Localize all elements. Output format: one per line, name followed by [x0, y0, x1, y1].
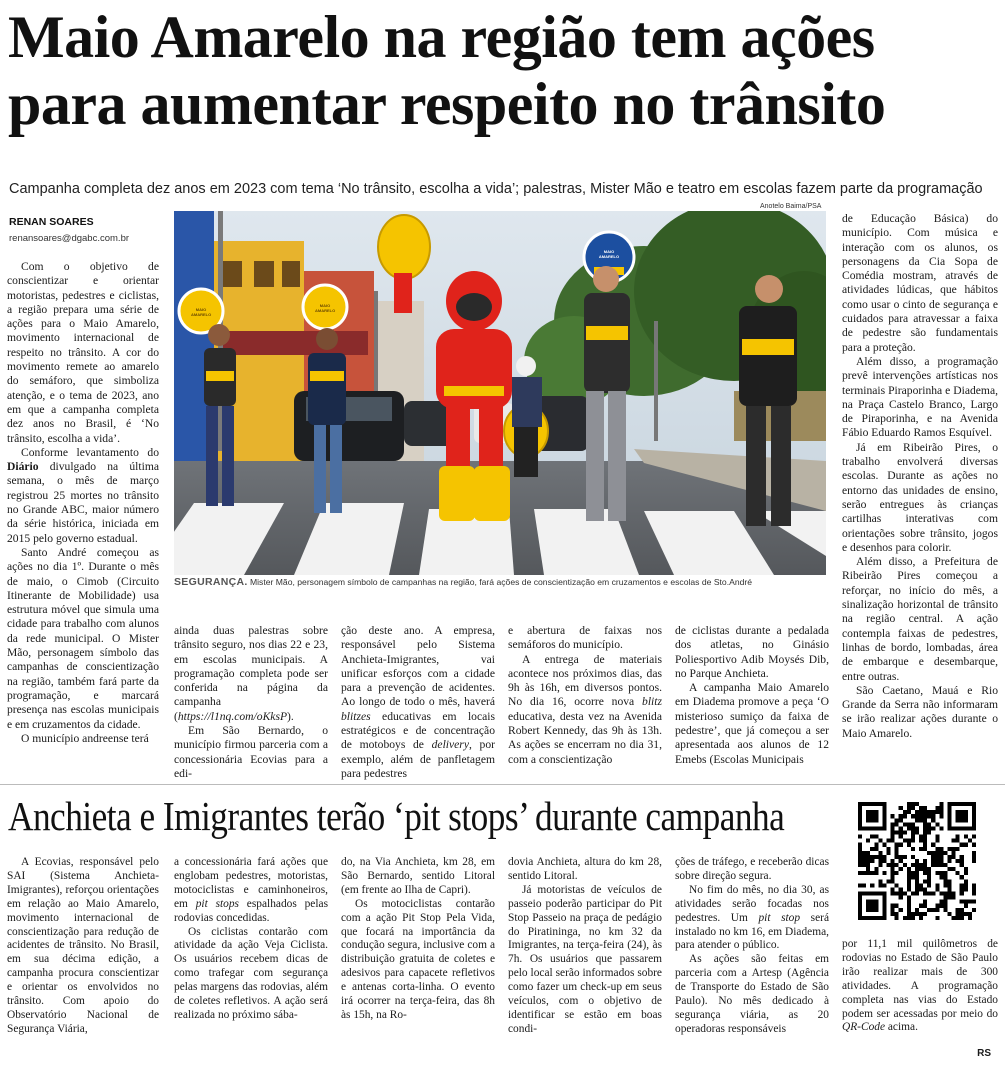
qr-code[interactable] [858, 802, 976, 920]
paragraph: ainda duas palestras sobre trânsito seguro, nos dias 22 e 23, em escolas municipais. A programação completa pode ser conferida na página da campanha (https://l1nq.com/oKksP). [174, 624, 328, 723]
article1-column-5 [675, 624, 829, 767]
paragraph: No fim do mês, no dia 30, as atividades serão focadas nos pedestres. Um pit stop será instalado no km 16, em Diadema, para atender o público. [675, 883, 829, 952]
paragraph: Os ciclistas contarão com atividade da ação Veja Ciclista. Os usuários recebem dicas de como trafegar com segurança pelas margens das rodovias, além de coletes refletivos. A ação será realizada no próximo sába- [174, 925, 328, 1021]
photo-credit: Anotelo Baima/PSA [760, 203, 822, 210]
article1-column-4 [508, 624, 662, 767]
paragraph: A campanha Maio Amarelo em Diadema promove a peça ‘O misterioso sumiço da faixa de pedestre’, que já começou a ser apresentada aos alunos de 12 Emebs (Escolas Municipais [675, 681, 829, 766]
article2-column-2 [174, 856, 328, 1023]
byline-author: RENAN SOARES [9, 216, 94, 228]
paragraph: do, na Via Anchieta, km 28, em São Bernardo, sentido Litoral (em frente ao Ilha de Capri). [341, 856, 495, 896]
article2-column-4 [508, 856, 662, 1037]
paragraph: A Ecovias, responsável pelo SAI (Sistema Anchieta-Imigrantes), reforçou orientações em relação ao Maio Amarelo, movimento internacional de conscientização para redução de acidentes de trânsito. No Brasil, em sua décima edição, a campanha procura conscientizar e orientar os envolvidos no trânsito. Com apoio do Observatório Nacional de Segurança Viária, [7, 856, 159, 1035]
byline-email: renansoares@dgabc.com.br [9, 233, 130, 244]
main-photo [174, 211, 826, 575]
headline-line-2: para aumentar respeito no trânsito [8, 71, 886, 137]
paragraph: ções de tráfego, e receberão dicas sobre direção segura. [675, 856, 829, 882]
paragraph: de Educação Básica) do município. Com música e interação com os alunos, os personagens da Cia Sopa de Comédia mostram, através de atividades lúdicas, que hábitos como usar o cinto de segurança e cuidados para atravessar a faixa de pedestre são fundamentais para a proteção. [842, 212, 998, 354]
paragraph: Santo André começou as ações no dia 1º. Durante o mês de maio, o Cimob (Circuito Itinerante de Mobilidade) usa estrutura móvel que simula uma cidade para trabalho com alunos da rede municipal. O Mister Mão, personagem símbolo das campanhas de conscientização na região, também fará parte da programação, e marcará presença nas escolas municipais e em cruzamentos da cidade. [7, 545, 159, 731]
signoff-initials: RS [977, 1048, 991, 1059]
sign-label: MAIO AMARELO [191, 307, 212, 317]
paragraph: Além disso, a Prefeitura de Ribeirão Pires começou a reforçar, no início do mês, a sinalização horizontal de trânsito na região central. A ação contempla faixas de pedestres, linhas de bordo, lombadas, área de embarque e desembarque, entre outras. [842, 555, 998, 683]
paragraph: Conforme levantamento do Diário divulgado na última semana, o mês de março registrou 25 mortes no trânsito no Grande ABC, maior número da série histórica, iniciada em 2015 pelo governo estadual. [7, 445, 159, 545]
paragraph: Além disso, a programação prevê intervenções artísticas nos terminais Piraporinha e Diadema, na Praça Castelo Branco, Largo de Piraporinha, e na Avenida Fábio Eduardo Ramos Esquível. [842, 354, 998, 440]
paragraph: Já motoristas de veículos de passeio poderão participar do Pit Stop Passeio na praça de pedágio do Piratininga, no km 32 da Imigrantes, na terça-feira (24), às 7h. Os usuários que passarem pelo local serão informados sobre como fazer um check-up em seus veículos, com o objetivo de identificar se estão em boas condi- [508, 883, 662, 1035]
article2-column-1 [7, 856, 159, 1037]
section-divider [0, 784, 1005, 785]
photo-caption [174, 576, 829, 588]
paragraph: de ciclistas durante a pedalada dos atletas, no Ginásio Poliesportivo Adib Moysés Dib, no Parque Anchieta. [675, 624, 829, 680]
paragraph: As ações são feitas em parceria com a Artesp (Agência de Transporte do Estado de São Paulo). No mês dedicado à segurança viária, as 20 operadoras responsáveis [675, 953, 829, 1035]
sign-label: MAIO AMARELO [598, 249, 620, 259]
paragraph: por 11,1 mil quilômetros de rodovias no Estado de São Paulo irão realizar mais de 300 atividades. A programação completa nas vias do Estado podem ser acessadas por meio do QR-Code acima. [842, 938, 998, 1034]
deck-subheadline: Campanha completa dez anos em 2023 com tema ‘No trânsito, escolha a vida’; palestras, Mister Mão e teatro em escolas fazem parte da programação [9, 181, 983, 197]
article2-column-3 [341, 856, 495, 1023]
article2-column-5 [675, 856, 829, 1037]
article1-column-6 [842, 212, 998, 741]
headline-line-1: Maio Amarelo na região tem ações [8, 4, 875, 70]
sign-label: MAIO AMARELO [315, 303, 336, 313]
article1-column-3 [341, 624, 495, 781]
article1-column-2 [174, 624, 328, 781]
paragraph: Os motociclistas contarão com a ação Pit Stop Pela Vida, que focará na importância da condução segura, inclusive com a distribuição gratuita de coletes e adesivos para capacete refletivos e antenas corta-linha. O evento irá ocorrer na terça-feira, das 8h às 15h, na Ro- [341, 897, 495, 1021]
paragraph: e abertura de faixas nos semáforos do município. [508, 624, 662, 652]
paragraph: A entrega de materiais acontece nos próximos dias, das 9h às 16h, em diversos pontos. No dia 16, ocorre nova blitz educativa, desta vez na Avenida Robert Kennedy, das 9h às 13h. As ações se encerram no dia 31, com a conscientização [508, 652, 662, 766]
caption-text: Mister Mão, personagem símbolo de campanhas na região, fará ações de conscientização em cruzamentos e escolas de Sto.André [247, 577, 753, 587]
article1-column-1 [7, 260, 159, 746]
paragraph: Em São Bernardo, o município firmou parceria com a concessionária Ecovias para a edi- [174, 724, 328, 780]
campaign-link[interactable]: https://l1nq.com/oKksP [177, 709, 288, 723]
article2-column-6 [842, 938, 998, 1035]
paragraph: ção deste ano. A empresa, responsável pelo Sistema Anchieta-Imigrantes, vai unificar esforços com a cidade para a prevenção de acidentes. Ao longo de todo o mês, haverá blitzes educativas em locais estratégicos e de concentração de motoboys de delivery, por exemplo, além de panfletagem para pedestres [341, 624, 495, 780]
diario-bold: Diário [7, 460, 39, 474]
paragraph: Já em Ribeirão Pires, o trabalho envolverá diversas escolas. Durante as ações no entorno das unidades de ensino, serão entregues às crianças cartilhas interativas com orientações sobre trânsito, jogos e desenhos para colorir. [842, 440, 998, 554]
article2-headline: Anchieta e Imigrantes terão ‘pit stops’ durante campanha [8, 793, 785, 839]
caption-tag: SEGURANÇA. [174, 576, 248, 588]
paragraph: São Caetano, Mauá e Rio Grande da Serra não informaram se irão realizar ações durante o Maio Amarelo. [842, 683, 998, 740]
paragraph: a concessionária fará ações que englobam pedestres, motoristas, motociclistas e caminhoneiros, em pit stops espalhados pelas rodovias concedidas. [174, 856, 329, 924]
paragraph: dovia Anchieta, altura do km 28, sentido Litoral. [508, 856, 662, 882]
paragraph: Com o objetivo de conscientizar e orientar motoristas, pedestres e ciclistas, a região prepara uma série de ações para o Maio Amarelo, movimento internacional de respeito no trânsito. A cor do movimento remete ao amarelo do semáforo, que simboliza atenção, e o tema de 2023, ano em que a campanha completa dez anos no Brasil, é ‘No trânsito, escolha a vida’. [7, 260, 159, 445]
paragraph: O município andreense terá [21, 731, 149, 745]
